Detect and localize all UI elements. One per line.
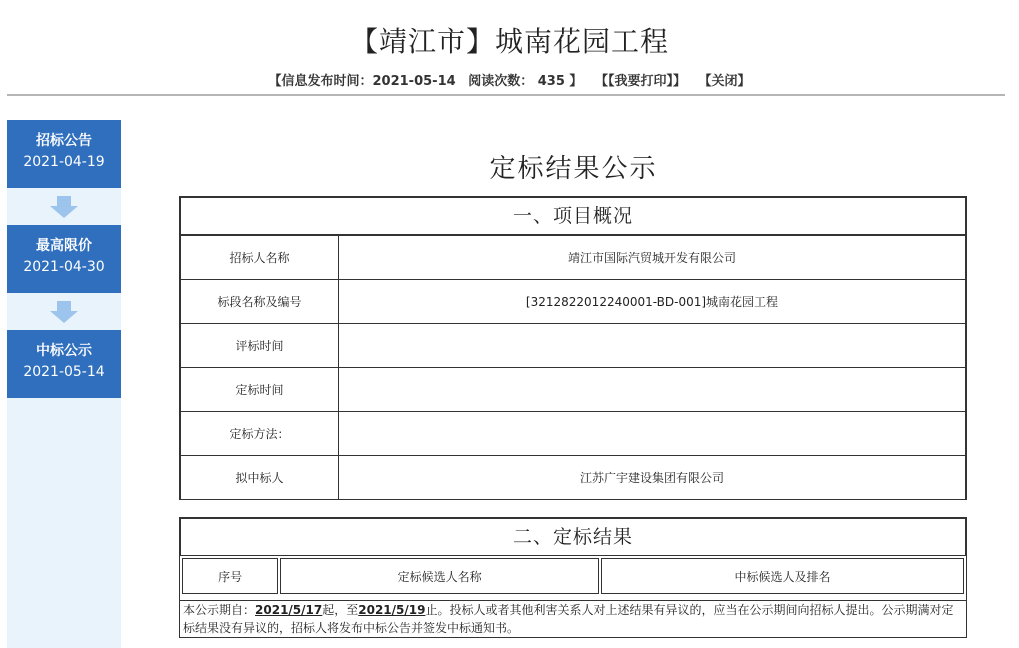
step-date: 2021-04-19 bbox=[23, 154, 105, 170]
row-value bbox=[339, 324, 966, 368]
table-row bbox=[181, 236, 966, 280]
step-name: 招标公告 bbox=[36, 133, 92, 149]
read-count-value: 435 bbox=[537, 74, 565, 89]
step-name: 中标公示 bbox=[36, 343, 92, 359]
project-overview-table bbox=[180, 235, 966, 500]
table-row bbox=[181, 456, 966, 500]
notice-rest: 止。投标人或者其他利害关系人对上述结果有异议的，应当在公示期间向招标人提出。公示期满对定标结果没有异议的，招标人将发布中标公告并签发中标通知书。 bbox=[183, 603, 954, 635]
notice-prefix: 本公示期自： bbox=[183, 603, 256, 617]
close-link[interactable]: 【关闭】 bbox=[698, 74, 751, 89]
step-date: 2021-05-14 bbox=[23, 364, 105, 380]
column-header: 序号 bbox=[182, 558, 278, 594]
info-meta-bar bbox=[0, 70, 1019, 89]
table-header-row bbox=[182, 558, 964, 594]
read-count-label: 阅读次数： bbox=[468, 74, 534, 89]
row-label: 定标方法： bbox=[181, 412, 339, 456]
row-label: 标段名称及编号 bbox=[181, 280, 339, 324]
table-row bbox=[181, 280, 966, 324]
row-value bbox=[339, 368, 966, 412]
publish-label: 【信息发布时间： bbox=[268, 74, 373, 89]
arrow-down-icon bbox=[50, 301, 78, 323]
column-header: 中标候选人及排名 bbox=[601, 558, 964, 594]
row-label: 拟中标人 bbox=[181, 456, 339, 500]
step-date: 2021-04-30 bbox=[23, 259, 105, 275]
column-header: 定标候选人名称 bbox=[280, 558, 599, 594]
row-value bbox=[339, 412, 966, 456]
table-row bbox=[181, 324, 966, 368]
read-count bbox=[468, 74, 582, 89]
row-value: 江苏广宇建设集团有限公司 bbox=[339, 456, 966, 500]
row-label: 定标时间 bbox=[181, 368, 339, 412]
step-name: 最高限价 bbox=[36, 238, 92, 254]
publicity-notice bbox=[179, 601, 967, 638]
table-row bbox=[181, 368, 966, 412]
row-value: [3212822012240001-BD-001]城南花园工程 bbox=[339, 280, 966, 324]
step-max-price[interactable] bbox=[7, 225, 121, 293]
notice-start-date: 2021/5/17 bbox=[255, 603, 323, 617]
award-result-table bbox=[180, 556, 966, 596]
arrow-down-icon bbox=[50, 196, 78, 218]
row-label: 评标时间 bbox=[181, 324, 339, 368]
step-bid-announcement[interactable] bbox=[7, 120, 121, 188]
header-divider bbox=[7, 94, 1005, 96]
read-count-close: 】 bbox=[569, 74, 583, 89]
row-label: 招标人名称 bbox=[181, 236, 339, 280]
main-heading: 定标结果公示 bbox=[489, 154, 658, 184]
print-link[interactable]: 【【我要打印】】 bbox=[594, 74, 686, 89]
row-value: 靖江市国际汽贸城开发有限公司 bbox=[339, 236, 966, 280]
section-title: 一、项目概况 bbox=[180, 197, 966, 235]
progress-sidebar bbox=[7, 120, 121, 648]
table-row bbox=[181, 412, 966, 456]
project-overview-section bbox=[179, 196, 967, 500]
step-winning-bid-notice[interactable] bbox=[7, 330, 121, 398]
notice-end-date: 2021/5/19 bbox=[358, 603, 426, 617]
publish-info bbox=[268, 74, 455, 89]
section-title: 二、定标结果 bbox=[180, 518, 966, 556]
page-title: 【靖江市】城南花园工程 bbox=[349, 25, 669, 58]
publish-date: 2021-05-14 bbox=[372, 74, 456, 89]
award-result-section bbox=[179, 517, 967, 601]
notice-mid: 起，至 bbox=[322, 603, 359, 617]
